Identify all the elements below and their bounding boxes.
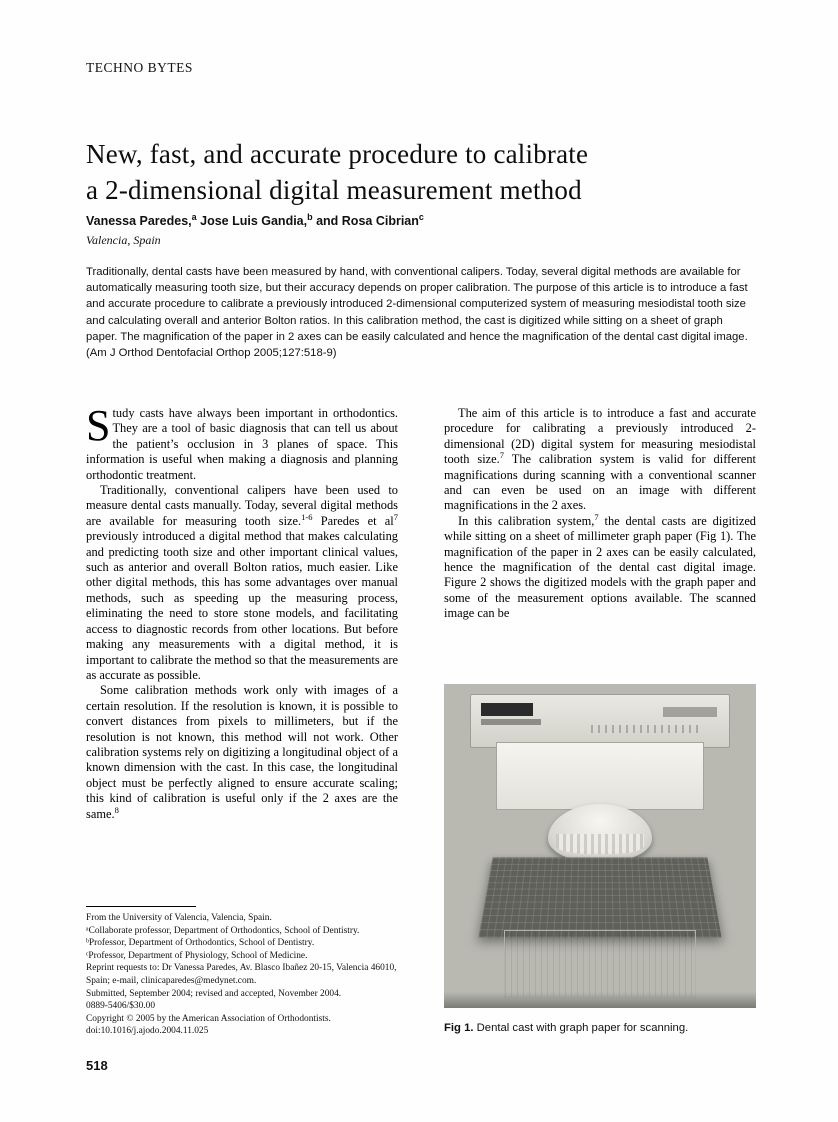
figure-1-caption-label: Fig 1. [444, 1022, 474, 1034]
affiliation-city: Valencia, Spain [86, 233, 161, 247]
scanner-vent-dots [591, 725, 701, 733]
paragraph-left-2 [86, 483, 398, 683]
scanner-brand-logo [481, 703, 533, 716]
abstract-text: Traditionally, dental casts have been measured by hand, with conventional calipers. Today, several digital methods are available for automatically measuring tooth size, but their accuracy depends on proper calibration. The purpose of this article is to introduce a fast and accurate procedure to calibrate a previously introduced 2-dimensional computerized system of measuring mesiodistal tooth size and calculating overall and anterior Bolton ratios. In this calibration method, the cast is digitized while sitting on a sheet of graph paper. The magnification of the paper in 2 axes can be easily calculated and hence the magnification of the dental cast digital image. (Am J Orthod Dentofacial Orthop 2005;127:518-9) [86, 266, 748, 360]
page-number: 518 [86, 1058, 108, 1073]
section-label: TECHNO BYTES [86, 60, 193, 75]
footnote-line-4: ᶜProfessor, Department of Physiology, School of Medicine. [86, 950, 308, 961]
paragraph-left-1 [86, 401, 398, 483]
footnote-line-9: doi:10.1016/j.ajodo.2004.11.025 [86, 1026, 209, 1037]
graph-paper-sheet [478, 857, 721, 937]
citation-ref-1-6: 1-6 [301, 511, 313, 522]
paragraph-right-1 [444, 406, 756, 514]
footnote-line-1: From the University of Valencia, Valencia, Spain. [86, 913, 272, 923]
dental-cast [548, 804, 652, 862]
body-column-right [444, 406, 756, 622]
paragraph-right-1-b: The calibration system is valid for different magnifications during scanning with a conventional scanner and can even be used on an image with different magnifications in the 2 axes. [444, 452, 756, 513]
paragraph-left-3 [86, 683, 398, 822]
paragraph-left-2-c: previously introduced a digital method that makes calculating and predicting tooth size and other important clinical values, such as anterior and overall Bolton ratios, much easier. Like other digital methods, this has some advantages over manual methods, such as speeding up the measuring process, eliminating the need to store stone models, and facilitating access to diagnostic records from other locations. But before making any measurements with a digital method, it is important to calibrate the method so that the measurements are as accurate as possible. [86, 529, 398, 682]
figure-shadow [444, 992, 756, 1008]
paragraph-left-1-text: tudy casts have always been important in orthodontics. They are a tool of basic diagnosis that can tell us about the patient’s occlusion in 3 planes of space. This information is useful when making a diagnosis and planning orthodontic treatment. [86, 406, 398, 482]
title-line-2: a 2-dimensional digital measurement method [86, 175, 582, 206]
footnote-line-3: ᵇProfessor, Department of Orthodontics, School of Dentistry. [86, 938, 315, 949]
title-line-1: New, fast, and accurate procedure to calibrate [86, 139, 589, 170]
footnote-line-2: ᵃCollaborate professor, Department of Orthodontics, School of Dentistry. [86, 925, 360, 936]
scanner-lid [496, 742, 704, 810]
footnote-line-8: Copyright © 2005 by the American Association of Orthodontists. [86, 1013, 331, 1024]
figure-1-image [444, 684, 756, 1008]
author-list: Vanessa Paredes,$^a$ Jose Luis Gandia,$^b$ and Rosa Cibrian$^c$ [86, 211, 424, 228]
paragraph-right-2-a: In this calibration system, [458, 513, 595, 528]
citation-ref-7a: 7 [393, 511, 398, 522]
footnote-line-6: Submitted, September 2004; revised and accepted, November 2004. [86, 988, 342, 999]
citation-ref-8: 8 [114, 804, 119, 815]
page-title [86, 136, 766, 208]
scanner-housing [470, 694, 730, 748]
citation-ref-7c: 7 [594, 511, 599, 522]
footnote-line-7: 0889-5406/$30.00 [86, 1001, 156, 1012]
footnotes-block [86, 906, 404, 1038]
paragraph-right-2-b: the dental casts are digitized while sitting on a sheet of millimeter graph paper (Fig 1). The magnification of the paper in 2 axes can be easily calculated, hence the magnification of the dental cast digital image. Figure 2 shows the digitized models with the graph paper and some of the measurement options available. The scanned image can be [444, 513, 757, 621]
figure-1-caption [444, 1022, 756, 1034]
footnote-rule [86, 906, 196, 907]
body-column-left [86, 401, 398, 822]
paragraph-right-1-a: The aim of this article is to introduce a fast and accurate procedure for calibrating a previously introduced 2-dimensional (2D) digital system for measuring mesiodistal tooth size. [444, 406, 756, 467]
drop-cap: S [86, 401, 111, 450]
citation-ref-7b: 7 [499, 450, 505, 461]
scanner-platen [504, 930, 696, 998]
scanner-brand-text [481, 719, 541, 725]
paragraph-right-2 [444, 511, 757, 622]
footnote-line-5: Reprint requests to: Dr Vanessa Paredes, Av. Blasco Ibañez 20-15, Valencia 46010, Spain; e-mail, clinicaparedes@medynet.com. [86, 963, 397, 986]
paragraph-left-3-a: Some calibration methods work only with images of a certain resolution. If the resolution is known, it is possible to convert distances from pixels to millimeters, but if the resolution is not known, this method will not work. Other calibration systems rely on digitizing a longitudinal object of a known dimension with the cast. In this case, the longitudinal object must be perfectly aligned to ensure accurate scaling; this kind of calibration is useful only if the 2 axes are the same. [86, 683, 398, 821]
paragraph-left-2-b: Paredes et al [312, 513, 394, 528]
figure-1-caption-text: Dental cast with graph paper for scanning. [473, 1022, 689, 1034]
scanner-spec-label [663, 707, 717, 717]
figure-1 [444, 684, 756, 1034]
paragraph-left-2-a: Traditionally, conventional calipers have been used to measure dental casts manually. Today, several digital methods are available for measuring tooth size. [86, 483, 398, 528]
